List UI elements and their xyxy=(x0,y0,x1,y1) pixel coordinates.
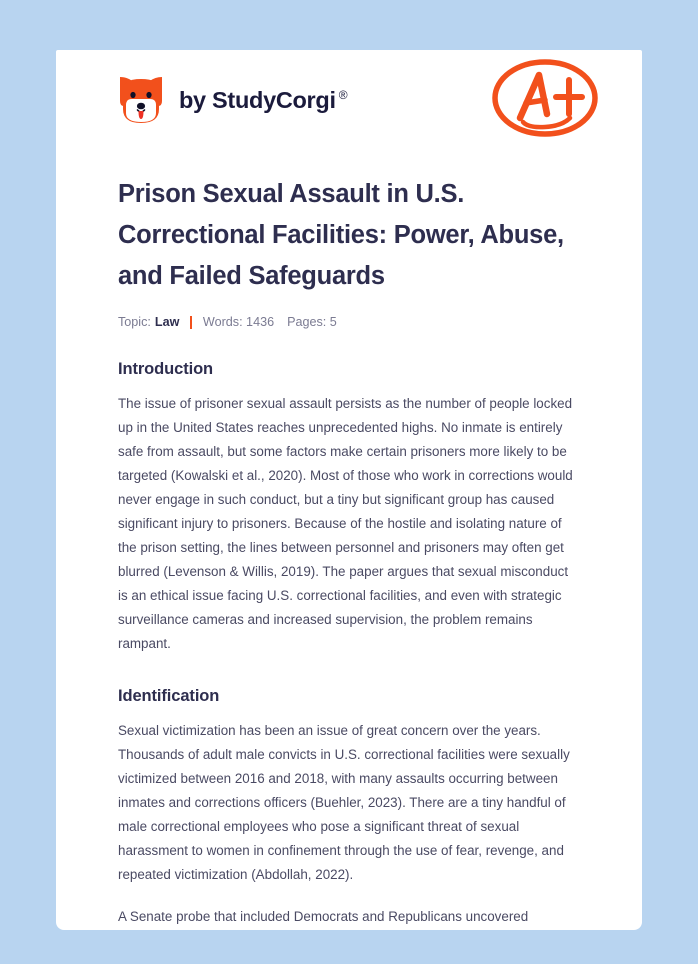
section-paragraph: The issue of prisoner sexual assault persists as the number of people locked up in the United States reaches unprecedented highs. No inmate is entirely safe from assault, but some factors make certain prisoners more likely to be targeted (Kowalski et al., 2020). Most of those who work in corrections would never engage in such conduct, but a tiny but significant group has caused significant injury to prisoners. Because of the hostile and isolating nature of the prison setting, the lines between personnel and prisoners may often get blurred (Levenson & Willis, 2019). The paper argues that sexual misconduct is an ethical issue facing U.S. correctional facilities, and even with strategic surveillance cameras and increased supervision, the problem remains rampant. xyxy=(118,396,573,651)
document-header xyxy=(118,50,580,150)
meta-words-count: Words: 1436 xyxy=(202,315,275,329)
meta-pages-count: Pages: 5 xyxy=(287,315,337,329)
document-meta xyxy=(118,315,580,329)
page-title: Prison Sexual Assault in U.S. Correctional Facilities: Power, Abuse, and Failed Safeguards xyxy=(118,180,564,290)
meta-separator-icon xyxy=(190,316,192,329)
meta-topic-label: Topic: xyxy=(118,315,151,329)
meta-topic-link[interactable]: Law xyxy=(154,315,180,329)
brand-name: by StudyCorgi xyxy=(179,86,336,113)
studycorgi-brand[interactable] xyxy=(118,75,347,125)
document-page-sheet xyxy=(56,50,642,930)
registered-mark-icon: ® xyxy=(338,87,348,102)
section-heading-identification: Identification xyxy=(118,687,220,705)
section-paragraph: A Senate probe that included Democrats and Republicans uncovered xyxy=(118,909,529,924)
brand-wordmark xyxy=(179,87,347,114)
a-plus-badge-icon xyxy=(490,56,600,144)
corgi-logo-icon xyxy=(118,75,164,125)
section-paragraph: Sexual victimization has been an issue of great concern over the years. Thousands of adult male convicts in U.S. correctional facilities were sexually victimized between 2016 and 2018, with many assaults occurring between inmates and corrections officers (Buehler, 2023). There are a tiny handful of male correctional employees who pose a significant threat of sexual harassment to women in confinement through the use of fear, revenge, and repeated victimization (Abdollah, 2022). xyxy=(118,723,570,882)
section-heading-introduction: Introduction xyxy=(118,360,214,378)
